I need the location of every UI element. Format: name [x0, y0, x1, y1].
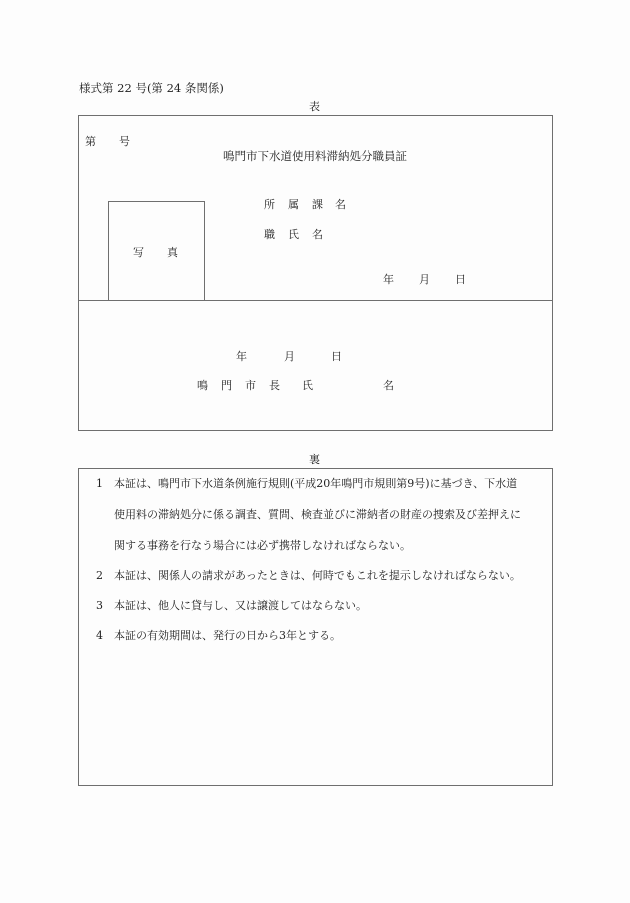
- clause-2: 2 本証は、関係人の請求があったときは、何時でもこれを提示しなければならない。: [96, 569, 521, 582]
- card-title: 鳴門市下水道使用料滞納処分職員証: [223, 149, 407, 163]
- mayor-mei: 名: [383, 379, 394, 392]
- number-label-go: 号: [119, 135, 130, 148]
- back-heading: 裏: [309, 453, 320, 466]
- photo-label-2: 真: [167, 246, 178, 259]
- lower-date-year: 年: [236, 350, 247, 363]
- mayor-title: 鳴 門 市 長: [197, 379, 280, 392]
- position-name-label: 職 氏 名: [264, 228, 323, 241]
- issue-date-day: 日: [455, 273, 466, 286]
- issue-date-month: 月: [419, 273, 430, 286]
- photo-box: [108, 201, 205, 301]
- form-label: 様式第 22 号(第 24 条関係): [79, 81, 224, 95]
- lower-date-day: 日: [331, 350, 342, 363]
- front-heading: 表: [309, 100, 320, 113]
- affiliation-label: 所 属 課 名: [264, 198, 346, 211]
- number-label-dai: 第: [85, 135, 96, 148]
- clause-1-line-3: 関する事務を行なう場合には必ず携帯しなければならない。: [114, 539, 411, 552]
- mayor-shi: 氏: [302, 379, 313, 392]
- clause-1-line-2: 使用料の滞納処分に係る調査、質問、検査並びに滞納者の財産の捜索及び差押えに: [114, 508, 521, 521]
- photo-label-1: 写: [133, 246, 144, 259]
- issue-date-year: 年: [383, 273, 394, 286]
- clause-1: 1 本証は、鳴門市下水道条例施行規則(平成20年鳴門市規則第9号)に基づき、下水道: [96, 477, 518, 490]
- lower-date-month: 月: [284, 350, 295, 363]
- clause-4: 4 本証の有効期間は、発行の日から3年とする。: [96, 629, 341, 642]
- clause-3: 3 本証は、他人に貸与し、又は譲渡してはならない。: [96, 599, 367, 612]
